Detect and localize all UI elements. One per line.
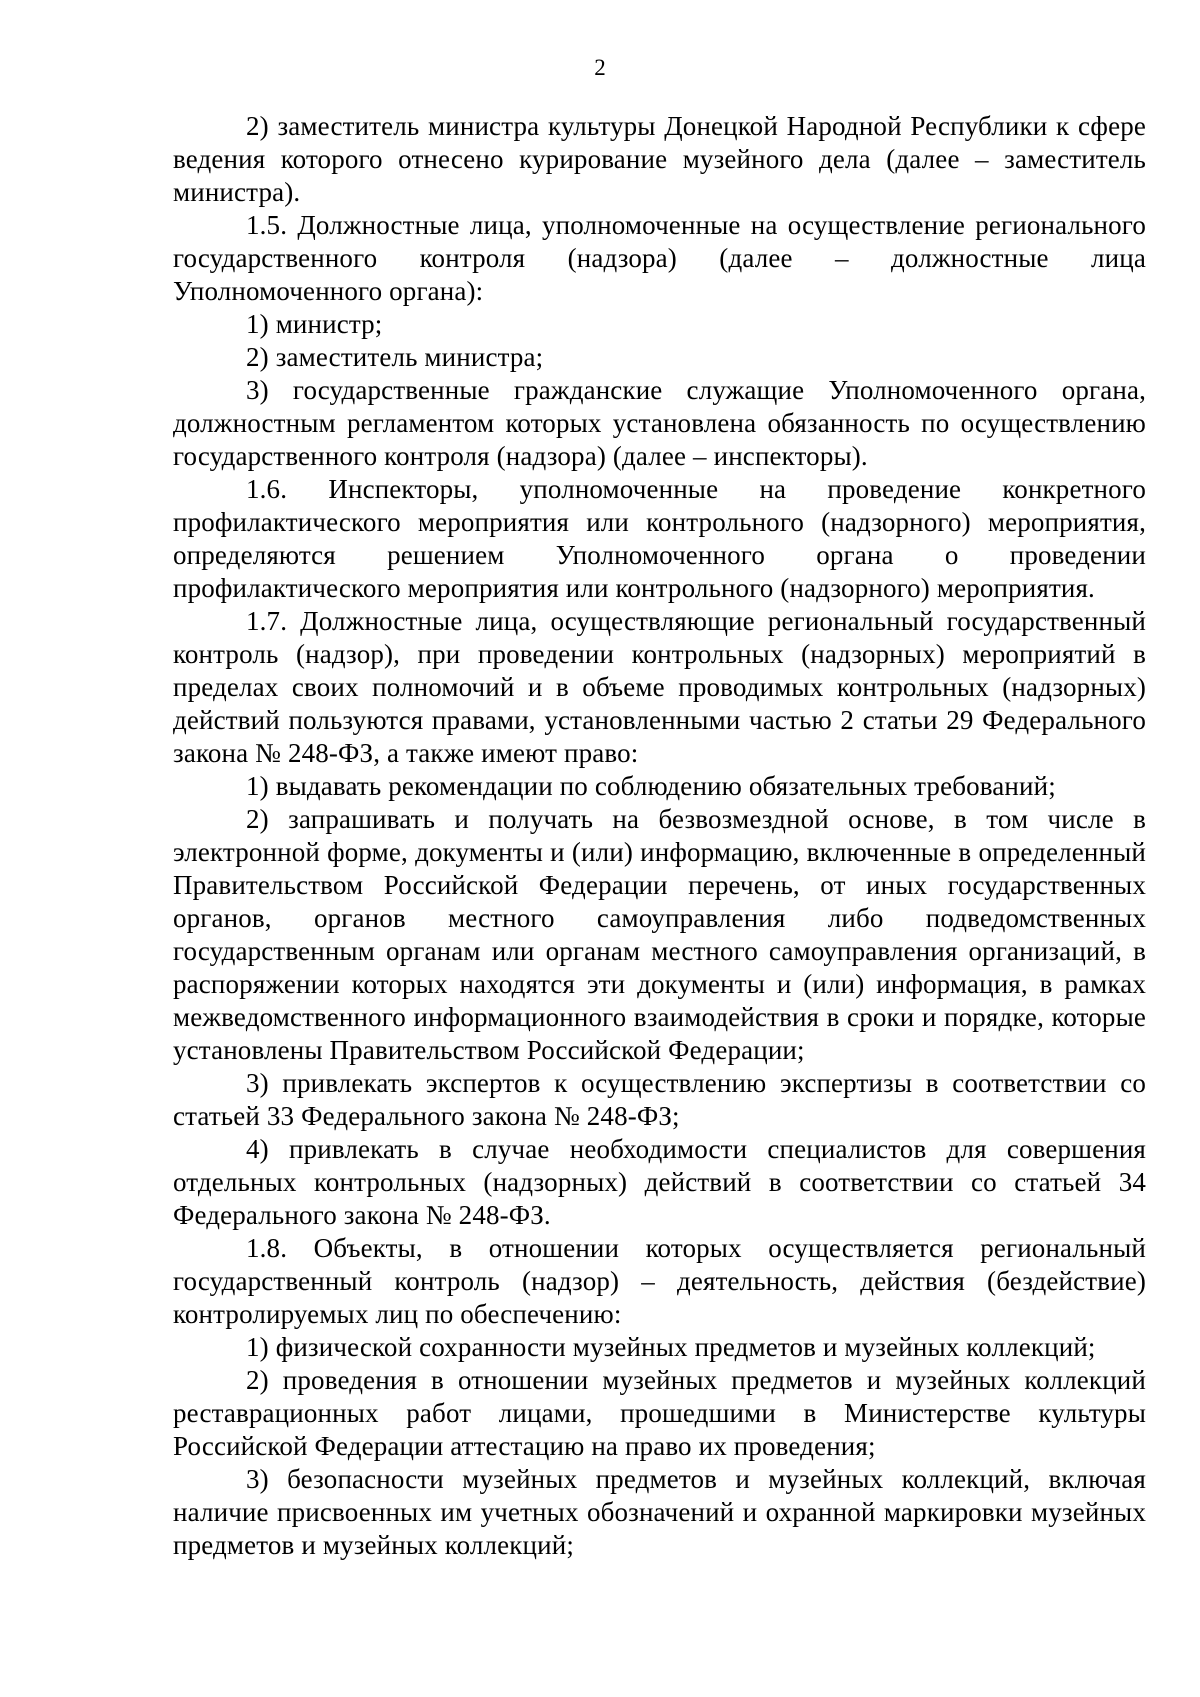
list-item-restoration: 2) проведения в отношении музейных предметов и музейных коллекций реставрационных работ лицами, прошедшими в Министерстве культуры Российской Федерации аттестацию на право их проведения; <box>173 1365 1146 1461</box>
paragraph-1-7: 1.7. Должностные лица, осуществляющие региональный государственный контроль (надзор), при проведении контрольных (надзорных) мероприятий в пределах своих полномочий и в объеме проводимых контрольных (надзорных) действий пользуются правами, установленными частью 2 статьи 29 Федерального закона № 248-ФЗ, а также имеют право: <box>173 606 1146 768</box>
list-item-deputy-minister: 2) заместитель министра; <box>246 342 544 372</box>
list-item-security-marking: 3) безопасности музейных предметов и музейных коллекций, включая наличие присвоенных им учетных обозначений и охранной маркировки музейных предметов и музейных коллекций; <box>173 1464 1146 1560</box>
list-item-minister: 1) министр; <box>246 309 383 339</box>
list-item-request-documents: 2) запрашивать и получать на безвозмездной основе, в том числе в электронной форме, документы и (или) информацию, включенные в определенный Правительством Российской Федерации перечень, от иных государственных органов, органов местного самоуправления либо подведомственных государственным органам или органам местного самоуправления организаций, в распоряжении которых находятся эти документы и (или) информация, в рамках межведомственного информационного взаимодействия в сроки и порядке, которые установлены Правительством Российской Федерации; <box>173 804 1146 1065</box>
document-body <box>173 110 1146 1562</box>
list-item-civil-servants: 3) государственные гражданские служащие Уполномоченного органа, должностным регламентом которых установлена обязанность по осуществлению государственного контроля (надзора) (далее – инспекторы). <box>173 375 1146 471</box>
paragraph-deputy-minister-item: 2) заместитель министра культуры Донецкой Народной Республики к сфере ведения которого отнесено курирование музейного дела (далее – заместитель министра). <box>173 111 1146 207</box>
paragraph-1-8: 1.8. Объекты, в отношении которых осуществляется региональный государственный контроль (надзор) – деятельность, действия (бездействие) контролируемых лиц по обеспечению: <box>173 1233 1146 1329</box>
paragraph-1-6: 1.6. Инспекторы, уполномоченные на проведение конкретного профилактического мероприятия или контрольного (надзорного) мероприятия, определяются решением Уполномоченного органа о проведении профилактического мероприятия или контрольного (надзорного) мероприятия. <box>173 474 1146 603</box>
list-item-experts: 3) привлекать экспертов к осуществлению экспертизы в соответствии со статьей 33 Федерального закона № 248-ФЗ; <box>173 1068 1146 1131</box>
list-item-specialists: 4) привлекать в случае необходимости специалистов для совершения отдельных контрольных (надзорных) действий в соответствии со статьей 34 Федерального закона № 248-ФЗ. <box>173 1134 1146 1230</box>
list-item-recommendations: 1) выдавать рекомендации по соблюдению обязательных требований; <box>246 771 1056 801</box>
page-number: 2 <box>594 55 606 80</box>
paragraph-1-5: 1.5. Должностные лица, уполномоченные на осуществление регионального государственного контроля (надзора) (далее – должностные лица Уполномоченного органа): <box>173 210 1146 306</box>
list-item-physical-safety: 1) физической сохранности музейных предметов и музейных коллекций; <box>246 1332 1096 1362</box>
